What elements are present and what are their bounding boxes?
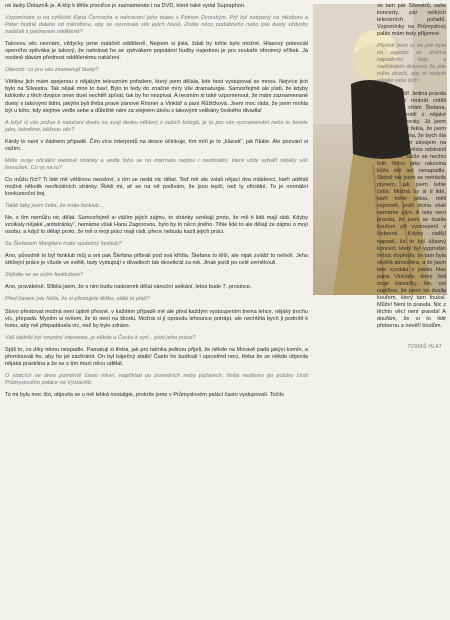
right-answer: Lež jako věž! Jediná pravda je, že mě tenkrát chtěli nafotit, jak vítám Štefana, když se vrátil z nějaké zahraniční cesty. Já jsem na to tenkrát řekla, že jsem si před nevěsta, že bych šla se svatebním závojem na hrad, jako nevěsta odstranit znaménko, takže se nechci fotit. Něco jako rakovina kůže mě ani nenapadlo. Stejně tak jsem se netrávila plynem, jak jsem tuhle četla. Možná by si ti lidé, kteří tohle píšou, měli vzpomět, jestli doma však nemáme plyn. A taky není pravda, že jsem se dusila kouřem při vystoupení v Hybernii. Kdyby radějí napsali, že to byl úžasný koncert, který byl vyprodán měsíc dopředu; že tam byla skvělá atmosféra; a že jsem tam vyzdala z pásku hlas pana Vinkláře, který četl moje básničky. Ne, oni napíšou, že jsem se dusila kouřem, který tam foukal. Může! Není to pravda. Nic z těchto věcí není pravda! A doufám, že si to lidé přeberou a nevěří bludům. [377,90,446,330]
photo-credit: TOMÁŠ HLAT [407,344,442,350]
answer-paragraph: Ano, pravidelně. Slíbila jsem, že s nim budu nadosmrti dělat vánoční setkání, letos bude 7. prosince. [5,284,252,291]
question-paragraph: Se Štefanem Margitem máte společný fanklub? [5,241,122,248]
answer-paragraph: Co můžu říct? Ti lidé mě většinou neosloví, s tím se nedá nic dělat. Teď mě ale volali nějací dva mládenci, kteří udělali možná několik neoficiálních stránky. Řekli mi, ať se na ně podívám, že jsou lepší, než ty oficiální. To je normální konkurenční boj. [5,176,308,197]
right-question: Přečetl jsem si, že jste byla na agentci se dvěma nápadními šaty a nadhledem dokonce že jste měla strach, aby to nebylo nějaké vaše kýčí. [377,43,446,85]
question-paragraph: O statcích se dnes poměrně často mluví, například po povodních nebo požárech; třeba nedávno po požáru části Průmyslového paláce na Výstavišti. [5,372,308,386]
answer-paragraph: Spíš to, co díky němu nespadlo. Pamatuji si třeba, jak pro tatínka jedinou přijeli, že někde na Moravě padá jakýsi komín, a přemlouvali ho, aby ho jel zachránit. On byl báječný statik! Často ho budívali i uprostřed noci, třeba že se někde objevila nějaká prasklina a že se s tím musí něco udělat. [5,346,308,367]
question-paragraph: Obecně: co pro vás znamenají duety? [5,67,99,74]
answer-paragraph: Kiedy to není v žádném případě. Čím více interpretů na desce účinkuje, tím míň je to „klacek“, jak říkáte. Ale pozvání si vážím. [5,138,308,152]
answer-paragraph: Ne, s tím nemůžu nic dělat. Samozřejmě si vážím jejich zájmu, to stránky vznikají proto, že mě ti lidé mají rádi. Kdyby vznikaly nějaké „antistránky“, nemáme však Hanu Zagorovou, bylo by to něco jiného. Tihle lidé to ale dělají ze zájmu o mojí osobu; a když to dělají proto, že mě o moji práci mají rádi, přece nebudu kazit jejich práci. [5,215,308,236]
question-paragraph: Stýkáte se se svým fanklubem? [5,272,83,279]
question-paragraph: Před časem jste řekla, že si přestujete těžko, stále to platí? [5,296,150,303]
question-paragraph: A když si vás požve k natočení duetu na svoji desku některý z vašich kolegů, je to pro vás vyznamenání nebo to berete jako, řekněme, běžnou věc? [5,119,308,133]
question-paragraph: Taktě taky jsem četla, že máte fanklub... [5,203,104,210]
article-left-column [5,3,308,404]
answer-paragraph: Většinu jich mám spojenou s nějakým televizním pořadem, který jsem dělala, kde host vystupoval se mnou. Nejvíce jich bylo na Silvestra. Tak nějak mne to baví. Bylo to tedy do značné míry vše dramaturgie. Samozřejmě ale platí, že kdyby kdokoliv z těch dvojice onen duet nechtěl zpívat, tak by ho nezpíval. A nesmím si také vzpomenout, že mám zaznamenané duety s takovými lidmi, jakými byli třeba pravé pánové Rösner a Vinklář a paní Růžičková. Jsem moc ráda, že jsem mohla být u toho, kdy stojíme vedle sebe a důležité nám za stejnem úkolu s takovými velikány českého divadla! [5,79,308,114]
question-paragraph: Vzpomínám si na cyklické Karla Černocha a nahrávání jeho duetu s Petrem Dvorským. Prý byl natrpený na nikofonu a Peter hodně daleko od mikrofonu, aby se vyrovnala síla jejich hlasů. Znáte něco podobného nebo jste duety vždycky natáčeli s partnerem odděleně? [5,15,308,36]
answer-paragraph: To mi bylo moc líto, objevila se u mě lehká nostalgie, protože jsme v Průmyslovém paláci často vystupovali. Točilo [5,391,284,398]
answer-paragraph: Slovo přestovat možná není úplně přesné, v každém případě mě ale před každým vystoupením trema lehce, nějaký trochu víc, přepadá. Myslím si ovšem, že to není na škodu. Možná si ji opravdu lehounce potrápí, ale nechtěla bych ji podnítit k tomu, aby mě přepadávala víc, než by bylo zdrávo. [5,308,308,329]
answer-paragraph: Takovou věc neznám, vždycky jsme natáčeli odděleně. Nejsem si jistá, ždali by tohle bylo možné. Hlasový potenciál operního zpěváka je takový, že nahrávat ho se zpěvákem populární hudby najednou je pro zvukaře ohromný oříšek. Já osobně dávám přednost oddělenému natáčení. [5,41,308,62]
right-text-block [313,3,446,335]
answer-paragraph: Ano, původně to byl fanklub můj a oni pak Štefana přibrali pod svá křídla. Štefana to těší, ale nijak zvlášť to neřeší. Jeho stěžejní práce je všude ve světě, tady vystupují v divadlech tak desetkrát za rok. Jinak jezdí po celé zeměkouli. [5,253,308,267]
right-intro-text: se tam pár Silvestrů, naše koncerty, pár velkých televizních pořadů. Vzpomínky na Průmyslový palác mám tedy příjemné. [377,3,446,38]
answer-paragraph: né lásky Dotazník je. A klip k těhle písničce je zaznamenán i na DVD, které také vydal Supraphon. [5,3,246,9]
question-paragraph: Váš taktnět byl smyslný inteviewu, je někde u Česku k vyd... píod jeho práce? [5,334,196,341]
question-paragraph: Máte svoje oficiální webové stránky a vedle toho se na internetu nejdou i neoficiální, které vždy vytváří nějaký váš fanoušek. Co vy na to? [5,157,308,171]
